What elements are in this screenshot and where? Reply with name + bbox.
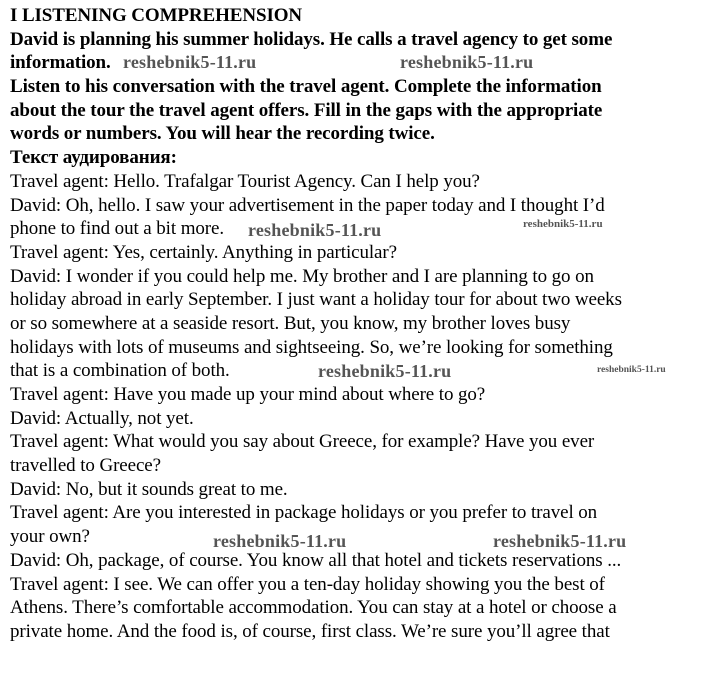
watermark: reshebnik5-11.ru — [318, 361, 452, 381]
document-page — [10, 4, 710, 644]
dialogue-line: travelled to Greece? — [10, 455, 161, 477]
dialogue-line: David: I wonder if you could help me. My brother and I are planning to go on — [10, 265, 594, 287]
task-line-1: David is planning his summer holidays. He calls a travel agency to get some — [10, 28, 613, 50]
transcript-heading: Текст аудирования: — [10, 147, 177, 169]
dialogue-line: your own? — [10, 526, 90, 548]
dialogue-line: David: Oh, hello. I saw your advertisement in the paper today and I thought I’d — [10, 194, 605, 216]
section-heading: I LISTENING COMPREHENSION — [10, 5, 303, 26]
dialogue-line: David: Oh, package, of course. You know all that hotel and tickets reservations ... — [10, 549, 622, 571]
dialogue-line: Travel agent: Hello. Trafalgar Tourist Agency. Can I help you? — [10, 170, 480, 192]
dialogue-line: Travel agent: Have you made up your mind about where to go? — [10, 384, 486, 405]
dialogue-line: Travel agent: I see. We can offer you a ten-day holiday showing you the best of — [10, 573, 605, 595]
task-line-3: Listen to his conversation with the travel agent. Complete the information — [10, 76, 602, 98]
watermark: reshebnik5-11.ru — [400, 52, 534, 72]
watermark: reshebnik5-11.ru — [523, 218, 603, 230]
dialogue-line: Travel agent: Are you interested in package holidays or you prefer to travel on — [10, 502, 598, 524]
watermark: reshebnik5-11.ru — [248, 220, 382, 240]
task-line-2: information. — [10, 52, 111, 74]
dialogue-line: David: No, but it sounds great to me. — [10, 478, 288, 500]
dialogue-line: holiday abroad in early September. I just want a holiday tour for about two weeks — [10, 289, 622, 311]
dialogue-line: or so somewhere at a seaside resort. But, you know, my brother loves busy — [10, 312, 571, 334]
dialogue-line: that is a combination of both. — [10, 360, 230, 382]
dialogue-line: private home. And the food is, of course, first class. We’re sure you’ll agree that — [10, 620, 610, 642]
dialogue-line: phone to find out a bit more. — [10, 218, 224, 240]
dialogue-line: David: Actually, not yet. — [10, 407, 194, 429]
watermark: reshebnik5-11.ru — [597, 365, 666, 375]
dialogue-line: Travel agent: What would you say about Greece, for example? Have you ever — [10, 431, 595, 453]
watermark: reshebnik5-11.ru — [123, 52, 257, 72]
watermark: reshebnik5-11.ru — [213, 531, 347, 551]
watermark: reshebnik5-11.ru — [493, 531, 627, 551]
dialogue-line: holidays with lots of museums and sightseeing. So, we’re looking for something — [10, 336, 613, 358]
dialogue-line: Travel agent: Yes, certainly. Anything in particular? — [10, 241, 397, 263]
task-line-4: about the tour the travel agent offers. Fill in the gaps with the appropriate — [10, 99, 603, 121]
task-line-5: words or numbers. You will hear the recording twice. — [10, 123, 435, 145]
dialogue-line: Athens. There’s comfortable accommodation. You can stay at a hotel or choose a — [10, 597, 617, 619]
